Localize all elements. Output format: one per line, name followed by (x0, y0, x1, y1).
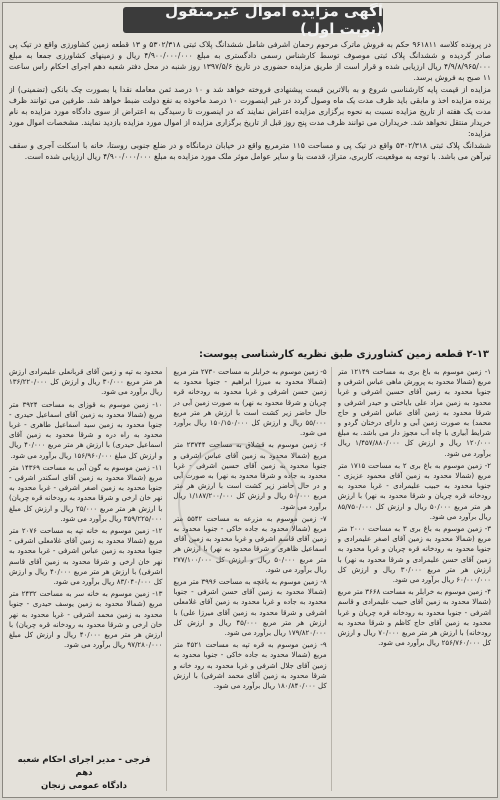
list-item: ۱۳- زمین موسوم به خانه سر به مساحت ۲۴۳۲ متر مربع (شمالا محدود به زمین یوسف حیدری - جنوبا محدود به زمین محمد اشرفی - غربا محدود به نهر خان ارخی و شرقا محدود به رودخانه قره چریان) با ارزش هر متر مربع ۴۰/۰۰۰ ریال و ارزش کل مبلغ ۹۷/۲۸۰/۰۰۰ ریال برآورد می شود. (9, 590, 163, 650)
title-banner (123, 2, 383, 38)
column-middle (173, 367, 331, 791)
signature-block (9, 754, 159, 793)
list-item: ۶- زمین موسوم به قشلاق به مساحت ۲۳۷۴۴ متر مربع (شمالا محدود به زمین آقای عباس اشرفی و جنوبا محدود به زمین آقای حسین اشرفی - غربا محدود به جاده و شرقا محدود به نهر) به صورت آبی و در حال حاضر زیر کشت است با ارزش هر متر مربع ۵۰/۰۰۰ ریال و ارزش کل ۱/۱۸۷/۲۰۰/۰۰۰ ریال برآورد می شود. (173, 441, 327, 511)
intro-text (9, 39, 491, 339)
column-left (9, 367, 167, 791)
list-item: ۱- زمین موسوم به باغ بری به مساحت ۱۲۱۴۹ متر مربع (شمالا محدود به پرورش ماهی عباس اشرفی و جنوبا محدود به زمین آقای حسین اشرفی و غربا محدود به زمین مراد علی بایاختی و حیدر اشرفی و شرقا محدود به زمین آقای عباس اشرفی و حاج محمد) به صورت زمین آبی و دارای درختان گردو و شرایط آبیاری با چاه آب مجوز دار می باشد. به مبلغ ۱۲۰/۰۰۰ ریال و ارزش کل ۱/۴۵۷/۸۸۰/۰۰۰ ریال برآورد می شود. (337, 368, 491, 458)
land-list-columns (9, 367, 491, 791)
list-item: ۹- زمین موسوم به قره تپه به مساحت ۴۵۲۱ متر مربع (شمالا محدود به جاده خاکی - جنوبا محدود به زمین آقای جلال اشرفی و غربا محدود به رود خانه و شرقا محدود به زمین آقای محمد اشرفی) با ارزش کل ۱۸۰/۸۴۰/۰۰۰ ریال برآورد می شود. (173, 641, 327, 691)
list-item: ۷- زمین موسوم به مزرعه به مساحت ۵۵۴۲ متر مربع (شمالا محدود به جاده خاکی - جنوبا محدود به زمین آقای قاسم اشرفی و غربا محدود به زمین آقای اسماعیل ظاهری و شرقا محدود به نهر) با ارزش هر متر مربع ۵۰/۰۰۰ ریال و ارزش کل ۲۷۷/۱۰۰/۰۰۰ ریال برآورد می شود. (173, 514, 327, 574)
list-item: ۸- زمین موسوم به باغچه به مساحت ۳۹۹۶ متر مربع (شمالا محدود به زمین آقای حسن اشرفی - جنوبا محدود به جاده و غربا محدود به زمین آقای غلامعلی اشرفی و شرقا محدود به زمین آقای میرزا علی) با ارزش هر متر مربع ۴۵/۰۰۰ ریال و ارزش کل ۱۷۹/۸۲۰/۰۰۰ ریال برآورد می شود. (173, 578, 327, 638)
intro-paragraph: در پرونده کلاسه ۹۶۱۸۱۱ حکم به فروش ماترک مرحوم رحمان اشرفی شامل ششدانگ پلاک ثبتی ۵۳۰۲/۳۱۸ و ۱۳ قطعه زمین کشاورزی واقع در تیک پی صادر گردیده و ششدانگ پلاک ثبتی موصوف توسط کارشناس رسمی دادگستری به مبلغ ۴/۹۰۰/۰۰۰/۰۰۰ ریال و زمینهای کشاورزی جمعا به مبلغ ۴/۹/۸/۹۶۵/۰۰۰ ریال ارزیابی شده و قرار است از طریق مزایده حضوری در تاریخ ۱۳۹۷/۵/۶ روز شنبه در محل دفتر شعبه دهم اجرای احکام راس ساعت ۱۱ صبح به فروش برسد. (9, 40, 491, 82)
list-item: ۳- زمین موسوم به باغ بری ۳ به مساحت ۲۰۰۰ متر مربع (شمالا محدود به زمین آقای اصغر علیمرادی و جنوبا محدود به رودخانه قره چریان و غربا محدود به زمین آقای حسن علیمرادی و شرقا محدود به نهر) با ارزش هر متر مربع ۳۰/۰۰۰ ریال و ارزش کل ۶۰/۰۰۰/۰۰۰ ریال برآورد می شود. (337, 525, 491, 585)
list-item: ۱۰- زمین موسوم به قوزای به مساحت ۳۹۲۴ متر مربع (شمالا محدود به زمین آقای اسماعیل حیدری - جنوبا محدود به زمین سید اسماعیل طاهری - غربا محدود به راه دره و شرقا محدود به زمین آقای اسماعیل حیدری) با ارزش هر متر مربع ۴۰/۰۰۰ ریال و ارزش کل مبلغ ۱۵۶/۹۶۰/۰۰۰ ریال برآورد می شود. (9, 400, 163, 460)
list-item: ۴- زمین موسوم به خرابلر به مساحت ۳۶۶۸ متر مربع (شمالا محدود به زمین آقای حبیب علیمرادی و قاسم اشرفی - جنوبا محدود به رودخانه قره چریان و غربا محدود به زمین آقای حاج کاظم و شرقا محدود به رودخانه) با ارزش هر متر مربع ۷۰/۰۰۰ ریال و ارزش کل ۲۵۶/۷۶۰/۰۰۰ ریال برآورد می شود. (337, 588, 491, 648)
list-item: ۱۱- زمین موسوم به گون آبی به مساحت ۱۴۳۶۹ متر مربع (شمالا محدود به زمین آقای اسکندر اشرفی - جنوبا محدود به زمین اصغر اشرفی - غربا محدود به نهر خان ارخی و شرقا محدود به رودخانه قره چریان) با ارزش هر متر مربع ۲۵/۰۰۰ ریال و ارزش کل مبلغ ۳۵۹/۲۲۵/۰۰۰ ریال برآورد می شود. (9, 463, 163, 523)
list-item: ۲- زمین موسوم به باغ بری ۲ به مساحت ۱۷۱۵ متر مربع (شمالا محدود به زمین آقای محمود عزیزی - جنوبا محدود به حبیب علیمرادی - غربا محدود به رودخانه قره چریان و شرقا محدود به نهر) با ارزش هر متر مربع ۵۰/۰۰۰ ریال و ارزش کل ۸۵/۷۵۰/۰۰۰ ریال برآورد می شود. (337, 461, 491, 521)
signature-line: فرجی - مدیر اجرای احکام شعبه دهم (17, 755, 151, 778)
list-item: ۱۲- زمین موسوم به خانه تپه به مساحت ۲۰۷۶ متر مربع (شمالا محدود به زمین آقای غلامعلی اشرفی - جنوبا محدود به زمین عباس اشرفی - غربا محدود به نهر خان ارخی و شرقا محدود به زمین آقای قاسم اشرفی) با ارزش هر متر مربع ۴۰/۰۰۰ ریال و ارزش کل ۸۳/۰۴۰/۰۰۰ ریال برآورد می شود. (9, 527, 163, 587)
intro-paragraph: ششدانگ پلاک ثبتی ۵۳۰۲/۳۱۸ واقع در تیک پی و مساحت ۱۱۵ مترمربع واقع در خیابان درمانگاه و در ضلع جنوبی روستا، خانه با اسکلت آجری و سقف تیرآهن می باشد. با توجه به موقعیت، کاربری، متراژ، قدمت بنا و سایر عوامل موثر ملک مورد مزایده به مبلغ ۴/۹۰۰/۰۰۰/۰۰۰ ریال ارزیابی شده است. (9, 141, 491, 161)
section-heading: ۲-۱۳ قطعه زمین کشاورزی طبق نظریه کارشناسی پیوست: (198, 349, 489, 360)
page-title: آگهی مزایده اموال غیرمنقول (نوبت اول) (165, 2, 383, 38)
newspaper-page (2, 2, 498, 798)
list-item: ۵- زمین موسوم به خرابلر به مساحت ۲۷۳۰ متر مربع (شمالا محدود به میرزا ابراهیم - جنوبا محدود به زمین حسن اشرفی و غربا محدود به رودخانه قره چریان و شرقا محدود به نهر) به صورت زمین آبی در حال حاضر زیر کشت است با ارزش هر متر مربع ۵۵/۰۰۰ ریال و ارزش کل ۱۵۰/۱۵۰/۰۰۰ ریال برآورد می شود. (173, 368, 327, 438)
signature-line: دادگاه عمومی زنجان (40, 781, 128, 791)
column-right (338, 367, 491, 791)
list-item: محدود به تپه و زمین آقای قربانعلی علیمرادی ارزش هر متر مربع ۳۰/۰۰۰ ریال و ارزش کل ۱۳۶/۲۲۰/۰۰۰ ریال برآورد می شود. (9, 368, 163, 397)
intro-paragraph: مزایده از قیمت پایه کارشناسی شروع و به بالاترین قیمت پیشنهادی فروخته خواهد شد و ۱۰ درصد ثمن معامله نقدا یا بصورت چک بانکی (تضمینی) از برنده مزایده اخذ و مابقی باید ظرف مدت یک ماه وصول گردد در غیر اینصورت ۱۰ درصد ماخوذه به نفع دولت ضبط خواهد شد. طرفین می توانند ظرف مدت یک هفته از تاریخ مزایده نسبت به نحوه برگزاری مزایده اعتراض نمایند که در اینصورت تا رسیدگی به اعتراض از سوی دادگاه مورد مزایده به نام خریدار منتقل نخواهد شد. خریداران می توانند ظرف مدت پنج روز قبل از تاریخ برگزاری مزایده از اموال مورد مزایده بازدید نمایند. مشخصات اموال مورد مزایده: (9, 85, 491, 138)
